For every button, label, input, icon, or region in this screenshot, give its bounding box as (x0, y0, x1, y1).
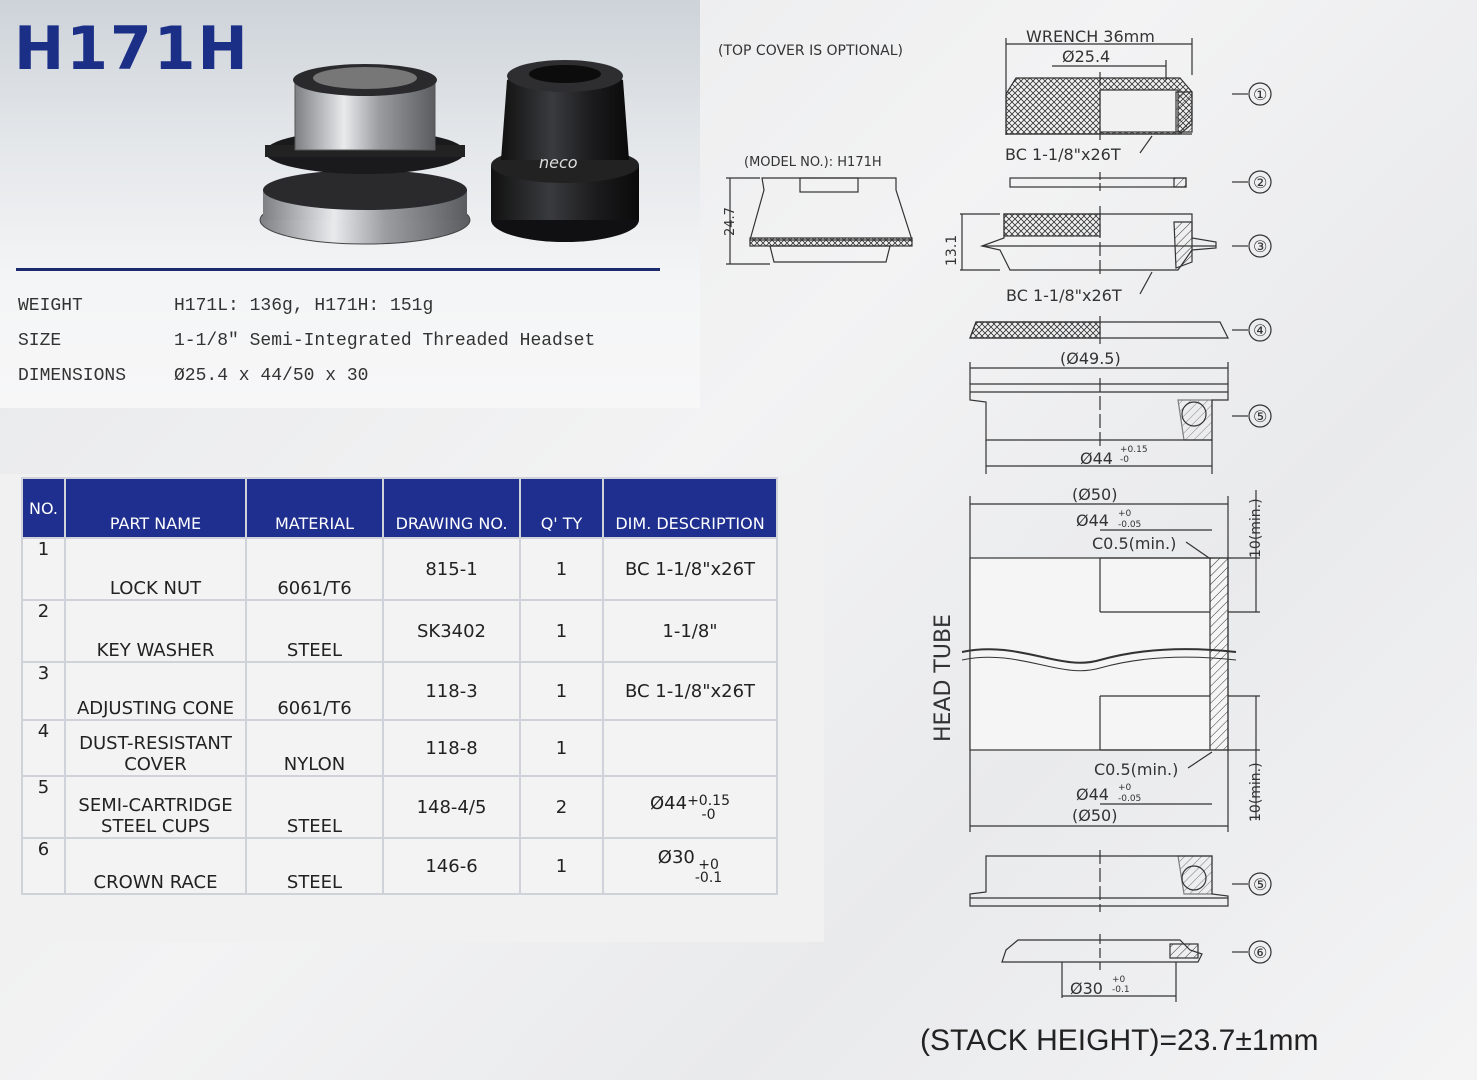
cell-part-name: CROWN RACE (65, 838, 246, 894)
bc-thread-label-1: BC 1-1/8"x26T (1005, 145, 1121, 164)
spec-value: 1-1/8" Semi-Integrated Threaded Headset (174, 330, 596, 351)
cell-no: 3 (22, 662, 65, 720)
brand-logo: neco (539, 153, 578, 172)
cell-part-name: DUST-RESISTANT COVER (65, 720, 246, 776)
cell-part-name: SEMI-CARTRIDGE STEEL CUPS (65, 776, 246, 838)
side-view-part (723, 178, 912, 264)
model-note: (MODEL NO.): H171H (744, 155, 882, 170)
tol-tube-bottom-lower: -0.05 (1118, 794, 1142, 804)
wrench-label: WRENCH 36mm (1026, 27, 1155, 46)
table-header-row (22, 478, 777, 538)
col-header-material: MATERIAL (246, 478, 383, 538)
diameter-25-4: Ø25.4 (1062, 47, 1111, 66)
cell-qty: 1 (520, 720, 603, 776)
head-tube-label: HEAD TUBE (931, 614, 956, 742)
spec-key: SIZE (18, 330, 62, 351)
tol-upper: +0.15 (687, 792, 730, 809)
cell-material: 6061/T6 (246, 662, 383, 720)
callout-1: ① (1253, 85, 1268, 104)
part-5-lower-cup (970, 850, 1228, 912)
diameter-44-tube-top: Ø44 (1076, 511, 1109, 530)
tol-lower: -0 (701, 806, 716, 823)
diameter-44-tube-bottom: Ø44 (1076, 785, 1109, 804)
spec-row-dimensions (18, 358, 595, 393)
cell-drawing-no: 146-6 (383, 838, 520, 894)
cell-qty: 1 (520, 662, 603, 720)
spec-key: DIMENSIONS (18, 365, 127, 386)
tol-tube-top-upper: +0 (1118, 509, 1132, 519)
cell-drawing-no: 148-4/5 (383, 776, 520, 838)
min-depth-bottom: 10(min.) (1248, 762, 1264, 822)
cell-dim: BC 1-1/8"x26T (603, 662, 777, 720)
cell-material: NYLON (246, 720, 383, 776)
tol-30-lower: -0.1 (1112, 985, 1130, 995)
cell-qty: 2 (520, 776, 603, 838)
col-header-qty: Q' TY (520, 478, 603, 538)
diameter-49-5: (Ø49.5) (1060, 349, 1121, 368)
part-3-adjusting-cone (944, 206, 1216, 305)
cell-material: STEEL (246, 838, 383, 894)
cell-part-name: ADJUSTING CONE (65, 662, 246, 720)
cell-drawing-no: 815-1 (383, 538, 520, 600)
table-row (22, 662, 777, 720)
table-row (22, 720, 777, 776)
cell-material: STEEL (246, 776, 383, 838)
cell-dim: BC 1-1/8"x26T (603, 538, 777, 600)
spec-row-size (18, 323, 595, 358)
parts-table (21, 477, 778, 895)
callout-6: ⑥ (1253, 943, 1268, 962)
cell-qty: 1 (520, 838, 603, 894)
cell-no: 5 (22, 776, 65, 838)
spec-value: Ø25.4 x 44/50 x 30 (174, 365, 369, 386)
diameter-30: Ø30 (1070, 979, 1103, 998)
chamfer-label-bottom: C0.5(min.) (1094, 760, 1179, 779)
diameter-50-bottom: (Ø50) (1072, 806, 1118, 825)
cell-part-name: KEY WASHER (65, 600, 246, 662)
part-2-key-washer (1010, 172, 1186, 194)
head-tube (931, 485, 1264, 832)
min-depth-top: 10(min.) (1248, 498, 1264, 558)
table-row (22, 538, 777, 600)
cell-material: STEEL (246, 600, 383, 662)
callout-3: ③ (1253, 237, 1268, 256)
table-row (22, 600, 777, 662)
cell-no: 2 (22, 600, 65, 662)
tol-upper: +0 (698, 857, 719, 873)
col-header-no: NO. (22, 478, 65, 538)
tol-cup-lower: -0 (1120, 455, 1129, 465)
col-header-dim-description: DIM. DESCRIPTION (603, 478, 777, 538)
cell-drawing-no: 118-8 (383, 720, 520, 776)
tol-lower: -0.1 (694, 870, 723, 886)
cell-qty: 1 (520, 538, 603, 600)
tol-tube-top-lower: -0.05 (1118, 520, 1142, 530)
product-title: H171H (14, 14, 250, 84)
cell-no: 6 (22, 838, 65, 894)
callout-5-lower: ⑤ (1253, 875, 1268, 894)
tol-cup-upper: +0.15 (1120, 445, 1148, 455)
spec-value: H171L: 136g, H171H: 151g (174, 295, 434, 316)
product-photo (255, 40, 645, 250)
diameter-50-top: (Ø50) (1072, 485, 1118, 504)
spec-key: WEIGHT (18, 295, 83, 316)
tol-tube-bottom-upper: +0 (1118, 783, 1132, 793)
header-divider (16, 268, 660, 271)
part-6-crown-race (1002, 934, 1202, 1002)
chamfer-label-top: C0.5(min.) (1092, 534, 1177, 553)
cell-dim: 1-1/8" (603, 600, 777, 662)
height-13-1: 13.1 (944, 234, 960, 266)
callout-5-upper: ⑤ (1253, 407, 1268, 426)
spec-list (18, 288, 595, 393)
height-24-7: 24.7 (723, 207, 738, 236)
part-4-dust-cover (970, 316, 1228, 344)
cell-part-name: LOCK NUT (65, 538, 246, 600)
bc-thread-label-3: BC 1-1/8"x26T (1006, 286, 1122, 305)
technical-drawing (700, 0, 1477, 1080)
callout-4: ④ (1253, 321, 1268, 340)
table-row (22, 776, 777, 838)
cell-no: 4 (22, 720, 65, 776)
cell-qty: 1 (520, 600, 603, 662)
col-header-part-name: PART NAME (65, 478, 246, 538)
dim-value: Ø30 (657, 847, 695, 868)
part-1-lock-nut (1005, 27, 1192, 164)
callout-2: ② (1253, 173, 1268, 192)
cell-material: 6061/T6 (246, 538, 383, 600)
spec-row-weight (18, 288, 595, 323)
stack-height: (STACK HEIGHT)=23.7±1mm (920, 1024, 1319, 1057)
top-cover-note: (TOP COVER IS OPTIONAL) (718, 43, 904, 59)
diameter-44-cup: Ø44 (1080, 449, 1113, 468)
col-header-drawing-no: DRAWING NO. (383, 478, 520, 538)
part-5-upper-cup (970, 349, 1228, 474)
dim-value: Ø44 (650, 792, 688, 814)
cell-drawing-no: SK3402 (383, 600, 520, 662)
cell-no: 1 (22, 538, 65, 600)
cell-drawing-no: 118-3 (383, 662, 520, 720)
table-row (22, 838, 777, 894)
tol-30-upper: +0 (1112, 975, 1126, 985)
